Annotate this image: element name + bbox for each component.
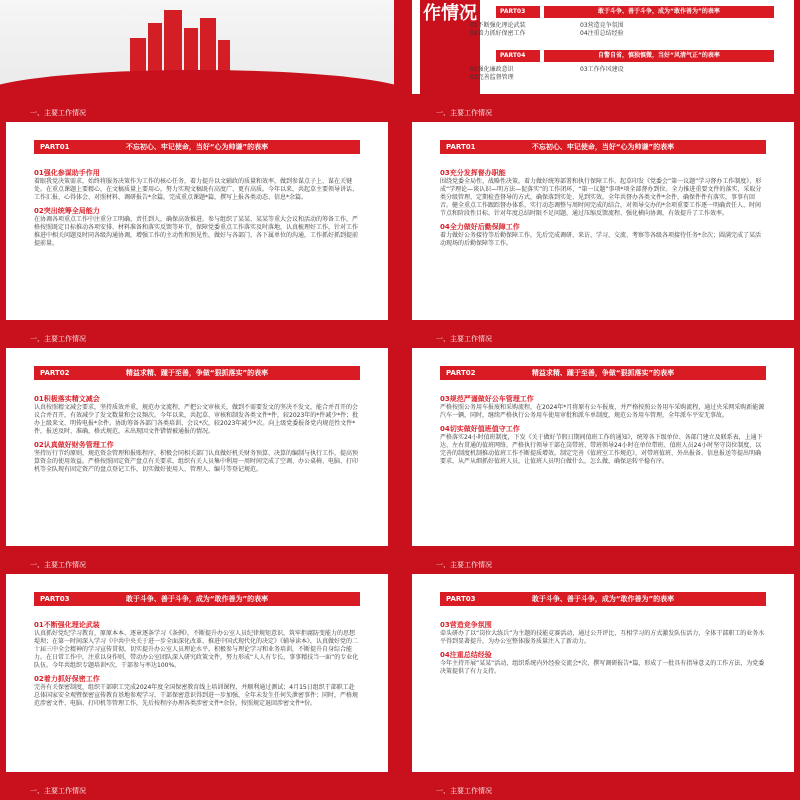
part-label: PART02	[446, 369, 476, 377]
section-title: 03规范严谨做好公车管理工作	[440, 395, 534, 403]
part-label: PART02	[40, 369, 70, 377]
slide-content	[440, 616, 766, 676]
slide-header: 一、主要工作情况	[406, 782, 800, 800]
section-title: 01积极落实精文减会	[34, 395, 100, 403]
slide-header: 一、主要工作情况	[0, 330, 394, 348]
section-title: 01强化参谋助手作用	[34, 169, 100, 177]
part-title: 不忘初心、牢记使命，当好“心为帅谦”的表率	[125, 143, 269, 151]
toc-item: 03营造竞争氛围	[580, 22, 624, 29]
part-header	[34, 592, 360, 606]
slide-content	[34, 390, 360, 474]
part-title: 精益求精、踵于至善，争做“狠抓落实”的表率	[125, 369, 269, 377]
section-body: 着力做好公务接待等后勤保障工作，先后完成调研、来访、学习、交流、考察等各级各项接待任务*余次；圆满完成了某活动现场的后勤保障等工作。	[440, 232, 762, 247]
slide-1	[0, 104, 394, 326]
section-title: 04全力做好后勤保障工作	[440, 223, 520, 231]
part-title: 敢于斗争、善于斗争，成为“敢作善为”的表率	[531, 595, 675, 603]
slide-2	[406, 104, 800, 326]
part-title: 精益求精、踵于至善，争做“狠抓落实”的表率	[531, 369, 675, 377]
slide-header: 一、主要工作情况	[0, 782, 394, 800]
slide-header: 一、主要工作情况	[406, 556, 800, 574]
slide-5	[0, 556, 394, 778]
toc-item: 01强化廉政意识	[470, 66, 514, 73]
toc-item: 01不断强化理论武装	[470, 22, 526, 29]
section-title: 02着力抓好保密工作	[34, 675, 100, 683]
section-title: 04切实做好值班值守工作	[440, 425, 520, 433]
section-body: 认真抓好党纪学习教育，原原本本、逐章逐条学习《条例》，不断提升办公室人员纪律规矩意识，筑牢拒腐防变能力的思想堤坝；在第一时间深入学习《中共中央关于进一步全面深化改革、推进中国式现代化的决定》《辅导读本》，认真做好党的二十届三中全会精神的学习宣传贯彻，切实提升办公室人员理论水平。积极参与理论学习和业务培训，不断提升自身综合能力。在日常工作中，注重以身作则，带动办公室团队深入研究政策文件，努力形成“人人有专长，事事精技当一面”的专业化队伍。今年共组织专题培训*次，干部参与率达100%。	[34, 630, 359, 669]
toc-item: 02着力抓好保密工作	[470, 30, 526, 37]
cover-hero	[0, 0, 394, 100]
section-body: 在协调各项重点工作中注重分工明确、责任到人，确保高效推进。参与组织了某某、某某等重大会议和活动的筹备工作，严格按照既定目标推动各项安排、材料准备和落实反馈等环节，保障党委重点工作落实及时落地，认真梳理好工作，针对工作推进中相关问题及时同各级沟通协调，增强工作的主动性和预见性，做好与各部门、各下属单位的沟通，工作抓好抓到提前提前量。	[34, 216, 359, 247]
toc-item: 03工作作风建设	[580, 66, 624, 73]
slide-content	[34, 164, 360, 248]
slide-content	[440, 390, 766, 466]
slide-3	[0, 330, 394, 552]
section-body: 认真按照精文减会要求，坚持质效并重，规范办文流程，严把公文审核关，做到不需要发文的坚决不发文，能合并召开的会议合并召开，有效减少了发文数量和会议频次。今年以来，共起草、审核和制发各类文件*件，较2023年的*件减少*件；批办上级来文、明传电报*余件。协助筹备各部门各类培训、会议*次，较2023年减少*次。向上级党委报备党内规范性文件*件，报送及时、准确，格式规范，未出现因文件错情被通报的情况。	[34, 404, 359, 435]
section-body: 今年主持开展“某某”活动，组织系统内外经验交流会*次，撰写调研报告*篇，形成了一批具有指导意义的工作方法，为党委决策提供了有力支持。	[440, 660, 765, 675]
slide-header: 一、主要工作情况	[0, 556, 394, 574]
part-header	[440, 366, 766, 380]
slide-content	[34, 616, 360, 708]
toc-left-title: 作情况	[420, 0, 480, 94]
slide-7	[0, 782, 394, 800]
part-header	[34, 140, 360, 154]
section-body: 完善有关保密制度，组织干部职工完成2024年度全国保密教育线上培训课程，并顺利通过测试；4月15日组织干部职工赴总体国家安全观暨保密宣传教育基地参观学习，干部保密意识得到进一步加强，全年未发生任何失泄密事件；同时，严格规范涉密文件、电脑、打印机等管理工作，先后按程序办理各类涉密文件*余份，按照规定退回涉密文件*份。	[34, 684, 359, 707]
part-header	[34, 366, 360, 380]
part-header	[440, 140, 766, 154]
toc-part-label: PART03	[496, 6, 540, 18]
section-body: 围绕党委全局性、战略性决策，着力做好统筹部署和执行保障工作。起草印发《党委会“第一议题”学习督办工作制度》，形成“学理论—谈认识—明方法—促落实”的工作闭环，“第一议题”事项*项全部督办到位。全力推进重要文件的落实，采取分类分级管理、定期检查督导的方式，确保落到实处、见到实效。全年共督办各类文件*余件，确保件件有落实，事事有回音。健全重点工作跟踪督办体系，实行动态调整与周时间完成的结合，对领导交办的*余项重要工作逐一明确责任人、时间节点和阶段性目标。针对年度总结时限不足问题，通过压缩反馈流程、强化横向协调，有效提升了工作效率。	[440, 178, 762, 217]
toc-part-title: 敢于斗争、善于斗争，成为“敢作善为”的表率	[544, 6, 774, 18]
slide-header: 一、主要工作情况	[406, 104, 800, 122]
part-header	[440, 592, 766, 606]
part-label: PART03	[40, 595, 70, 603]
section-body: 严格落实24小时值班制度，下发《关于做好节假日期间值班工作的通知》，统筹各下级单位、各部门建立及联系表，上通下达、左右贯通的值班网络，严格执行领导干部在岗带班、带班领导24小时在单位带班、值班人员24小时坚守岗位制度，以完善的制度机制推动值班工作不断提质增效。制定完善《值班室工作规范》，对带班值班、外出报备、信息报送等提出明确要求，从严从细抓好值班人员，让值班人员明白做什么，怎么做，确保运转平稳有序。	[440, 434, 763, 465]
section-body: 牵头研办了以“岗位大练兵”为主题的技能竞赛活动，通过公开评比、互相学习的方式激发队伍活力，全体干部职工的业务水平得到显著提升，为办公室整体服务质量注入了新动力。	[440, 630, 765, 645]
section-title: 01不断强化理论武装	[34, 621, 100, 629]
part-label: PART01	[446, 143, 476, 151]
slide-6	[406, 556, 800, 778]
part-title: 敢于斗争、善于斗争，成为“敢作善为”的表率	[125, 595, 269, 603]
slide-4	[406, 330, 800, 552]
toc-item: 02完善监督管理	[470, 74, 514, 81]
slide-8	[406, 782, 800, 800]
section-title: 03充分发挥督办职能	[440, 169, 506, 177]
toc-items-part03	[470, 22, 700, 38]
section-title: 04注重总结经验	[440, 651, 492, 659]
slide-header: 一、主要工作情况	[0, 104, 394, 122]
slide-content	[440, 164, 766, 248]
section-title: 03营造竞争氛围	[440, 621, 492, 629]
section-title: 02认真做好财务管理工作	[34, 441, 114, 449]
section-body: 坚持厉行节约原则，规范资金管理和报账程序，积极会同相关部门认真做好机关财务预算、决算的编制与执行工作，提高预算资金的使用效益。严格按照固定资产盘点有关要求，组织有关人员集中利用一周时间完成了空调、办公桌椅、电脑、打印机等全队现有固定资产的盘点登记工作，切实做好使用人、管理人、编号等登记规范。	[34, 450, 359, 473]
building-3	[164, 10, 182, 78]
part-label: PART01	[40, 143, 70, 151]
section-body: 严格按照公务用车报废和采购流程，在2024年*月将原有公车报废，并严格按照公务用车采购流程，通过央采网采购新能源汽车一辆，同时，继续严格执行公务用车使用审批和派车单制度，规范公务用车管理，全年派车平安无事故。	[440, 404, 765, 419]
section-body: 着眼我党决策需求，始终将服务决策作为工作的核心任务，着力提升以文辅政的质量和效率，做到参谋点子上、谋在关键处。在重点课题上要精心，在文稿质量上要用心，努力实现文稿既有高度广、更有高质。今年以来，共起草主要领导讲话、工作汇报、心得体会、对照材料、调研报告*余篇，完成重点课题*篇，撰写上报各类动态、信息*余篇。	[34, 178, 359, 201]
toc-inner	[412, 0, 794, 94]
slide-header: 一、主要工作情况	[406, 330, 800, 348]
part-label: PART03	[446, 595, 476, 603]
toc-item: 04注重总结经验	[580, 30, 624, 37]
toc-items-part04	[470, 66, 700, 82]
building-5	[200, 18, 216, 78]
part-title: 不忘初心、牢记使命，当好“心为帅谦”的表率	[531, 143, 675, 151]
toc-part-label: PART04	[496, 50, 540, 62]
toc-slide	[406, 0, 800, 100]
toc-part-title: 自警自省，慎独慎微，当好“风清气正”的表率	[544, 50, 774, 62]
section-title: 02突出统筹全局能力	[34, 207, 100, 215]
